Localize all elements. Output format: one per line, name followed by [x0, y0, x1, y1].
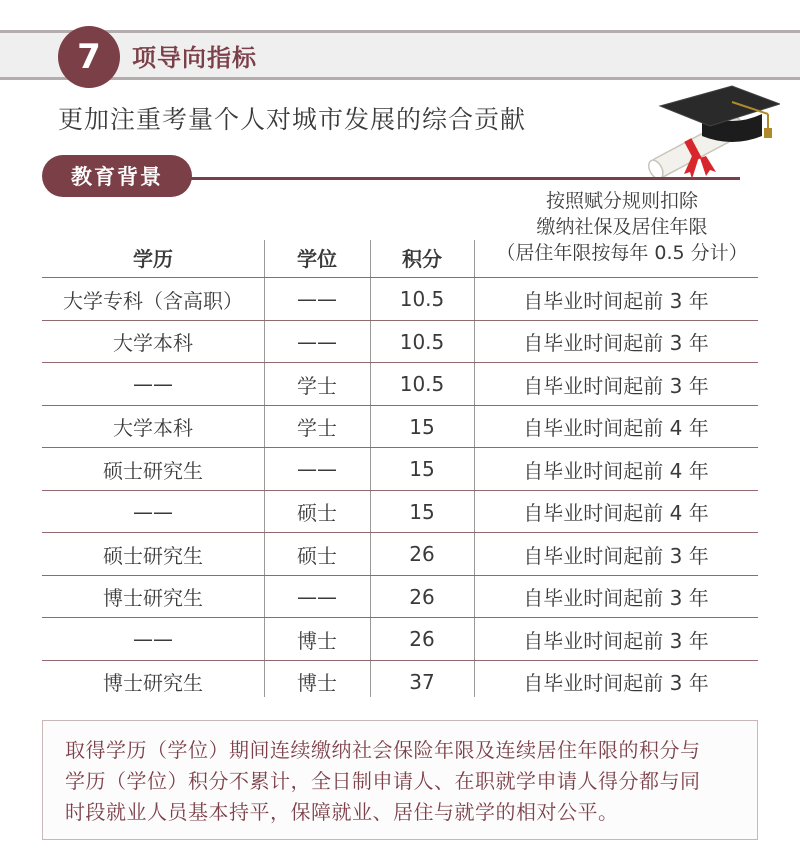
cell-education: 博士研究生 — [103, 586, 203, 610]
cell-education: 博士研究生 — [103, 671, 203, 695]
cell-points: 26 — [409, 542, 435, 566]
cell-deduction: 自毕业时间起前 4 年 — [523, 501, 709, 525]
note-box — [42, 720, 758, 840]
cell-deduction: 自毕业时间起前 3 年 — [523, 543, 709, 568]
cell-degree: —— — [297, 584, 337, 609]
note-line1: 取得学历（学位）期间连续缴纳社会保险年限及连续居住年限的积分与 — [65, 738, 701, 762]
table-row — [42, 277, 758, 320]
deduction-header — [476, 188, 768, 266]
cell-degree: 博士 — [297, 628, 337, 653]
cell-points: 15 — [409, 414, 435, 439]
table-row — [42, 320, 758, 363]
cell-deduction: 自毕业时间起前 3 年 — [523, 288, 709, 313]
education-points-table — [42, 277, 758, 702]
tag-underline — [150, 177, 740, 180]
cell-deduction: 自毕业时间起前 3 年 — [523, 586, 709, 610]
cell-education: —— — [133, 499, 173, 524]
cell-degree: 博士 — [297, 671, 337, 695]
cell-education: 大学专科（含高职） — [63, 288, 243, 313]
cell-points: 10.5 — [399, 287, 445, 311]
table-row — [42, 405, 758, 448]
cell-points: 10.5 — [399, 329, 445, 354]
cell-points: 37 — [409, 669, 435, 694]
cell-degree: —— — [297, 329, 337, 354]
header-education: 学历 — [133, 247, 173, 271]
header-degree: 学位 — [297, 247, 337, 271]
table-row — [42, 362, 758, 405]
table-row — [42, 575, 758, 618]
section-number-badge: 7 — [58, 26, 120, 88]
deduction-header-line3: （居住年限按每年 0.5 分计） — [496, 242, 748, 264]
cell-deduction: 自毕业时间起前 3 年 — [523, 628, 709, 653]
cell-education: —— — [133, 627, 173, 651]
deduction-header-line2: 缴纳社保及居住年限 — [536, 216, 708, 238]
cell-degree: —— — [297, 287, 337, 311]
cell-education: 大学本科 — [113, 416, 193, 440]
cell-education: —— — [133, 372, 173, 396]
table-row — [42, 490, 758, 533]
cell-education: 硕士研究生 — [103, 543, 203, 568]
graduation-cap-diploma-icon — [640, 84, 780, 184]
table-row — [42, 617, 758, 660]
cell-deduction: 自毕业时间起前 3 年 — [523, 373, 709, 398]
cell-degree: —— — [297, 457, 337, 481]
section-title: 项导向指标 — [132, 44, 257, 72]
deduction-header-line1: 按照赋分规则扣除 — [545, 190, 698, 212]
cell-points: 26 — [409, 627, 435, 651]
cell-deduction: 自毕业时间起前 3 年 — [523, 671, 709, 695]
cell-degree: 硕士 — [297, 501, 337, 525]
cell-education: 大学本科 — [113, 331, 193, 355]
cell-points: 26 — [409, 584, 435, 609]
cell-deduction: 自毕业时间起前 4 年 — [523, 458, 709, 483]
cell-degree: 硕士 — [297, 543, 337, 568]
cell-points: 15 — [409, 499, 435, 524]
cell-degree: 学士 — [297, 416, 337, 440]
cell-deduction: 自毕业时间起前 4 年 — [523, 416, 709, 440]
note-line3: 时段就业人员基本持平，保障就业、居住与就学的相对公平。 — [65, 800, 619, 824]
cell-points: 15 — [409, 457, 435, 481]
table-row — [42, 447, 758, 490]
note-line2: 学历（学位）积分不累计，全日制申请人、在职就学申请人得分都与同 — [65, 769, 701, 793]
cell-education: 硕士研究生 — [103, 458, 203, 483]
cell-points: 10.5 — [399, 372, 445, 396]
cell-deduction: 自毕业时间起前 3 年 — [523, 331, 709, 355]
cell-degree: 学士 — [297, 373, 337, 398]
header-band — [0, 30, 800, 80]
table-row — [42, 532, 758, 575]
section-subtitle: 更加注重考量个人对城市发展的综合贡献 — [58, 105, 527, 134]
category-tag: 教育背景 — [42, 155, 192, 197]
header-points: 积分 — [402, 247, 442, 271]
table-row — [42, 660, 758, 703]
